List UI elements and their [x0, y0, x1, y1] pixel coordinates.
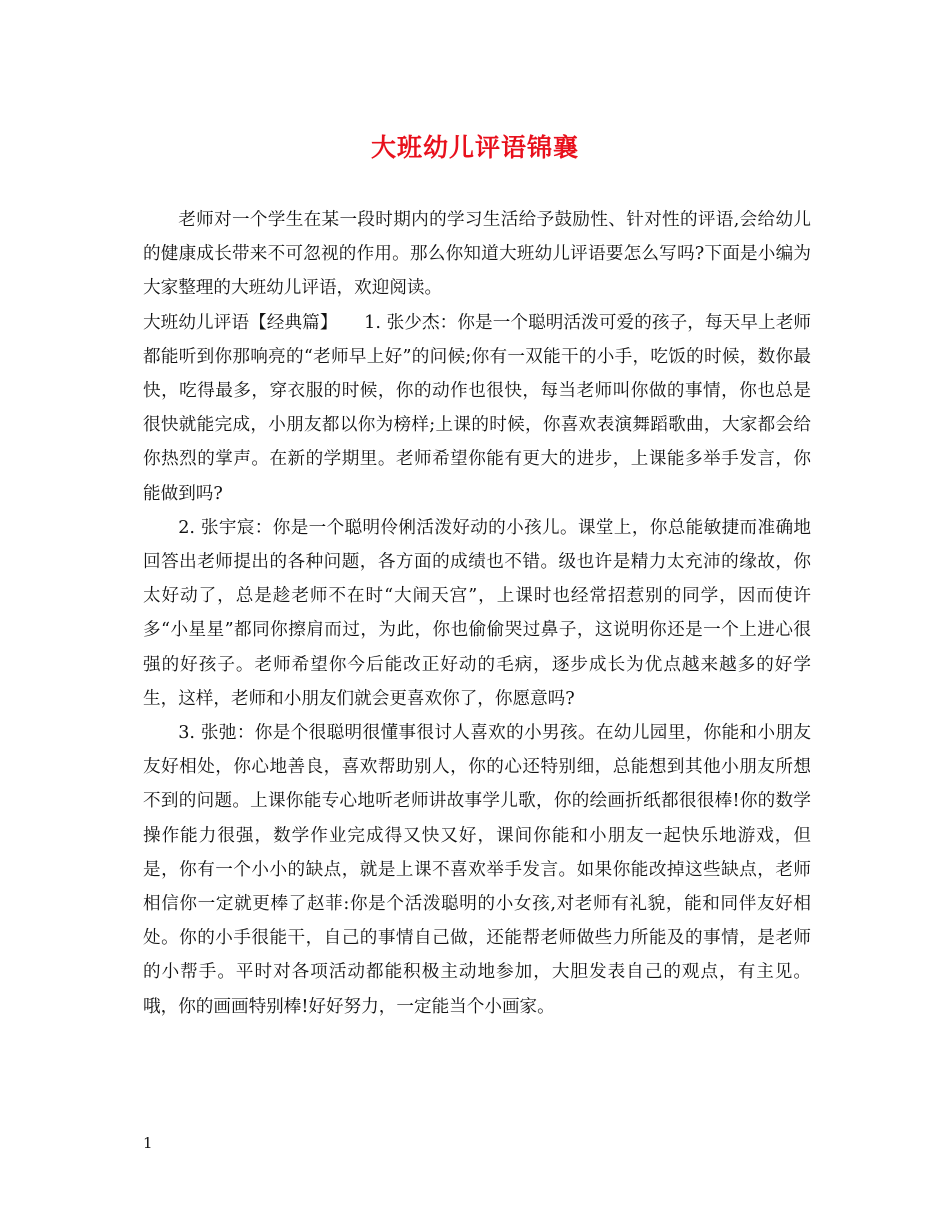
- page-number: 1: [143, 1134, 153, 1152]
- paragraph-comment-2: 2. 张宇宸：你是一个聪明伶俐活泼好动的小孩儿。课堂上，你总能敏捷而准确地回答出老师提出的各种问题，各方面的成绩也不错。级也许是精力太充沛的缘故，你太好动了，总是趁老师不在时“大闹天宫”，上课时也经常招惹别的同学，因而使许多“小星星”都同你擦肩而过，为此，你也偷偷哭过鼻子，这说明你还是一个上进心很强的好孩子。老师希望你今后能改正好动的毛病，逐步成长为优点越来越多的好学生，这样，老师和小朋友们就会更喜欢你了，你愿意吗?: [143, 517, 811, 709]
- paragraph-intro: 老师对一个学生在某一段时期内的学习生活给予鼓励性、针对性的评语,会给幼儿的健康成长带来不可忽视的作用。那么你知道大班幼儿评语要怎么写吗?下面是小编为大家整理的大班幼儿评语，欢迎阅读。: [143, 210, 811, 299]
- paragraph-comment-3: 3. 张弛：你是个很聪明很懂事很讨人喜欢的小男孩。在幼儿园里，你能和小朋友友好相处，你心地善良，喜欢帮助别人，你的心还特别细，总能想到其他小朋友所想不到的问题。上课你能专心地听老师讲故事学儿歌，你的绘画折纸都很很棒!你的数学操作能力很强，数学作业完成得又快又好，课间你能和小朋友一起快乐地游戏，但是，你有一个小小的缺点，就是上课不喜欢举手发言。如果你能改掉这些缺点，老师相信你一定就更棒了赵菲:你是个活泼聪明的小女孩,对老师有礼貌，能和同伴友好相处。你的小手很能干，自己的事情自己做，还能帮老师做些力所能及的事情，是老师的小帮手。平时对各项活动都能积极主动地参加，大胆发表自己的观点，有主见。哦，你的画画特别棒!好好努力，一定能当个小画家。: [143, 723, 811, 1017]
- document-body: [143, 203, 811, 1024]
- paragraph-comment-1: 大班幼儿评语【经典篇】 1. 张少杰：你是一个聪明活泼可爱的孩子，每天早上老师都能听到你那响亮的“老师早上好”的问候;你有一双能干的小手，吃饭的时候，数你最快，吃得最多，穿衣服的时候，你的动作也很快，每当老师叫你做的事情，你也总是很快就能完成，小朋友都以你为榜样;上课的时候，你喜欢表演舞蹈歌曲，大家都会给你热烈的掌声。在新的学期里。老师希望你能有更大的进步，上课能多举手发言，你能做到吗?: [143, 312, 811, 504]
- document-title: 大班幼儿评语锦襄: [370, 133, 579, 162]
